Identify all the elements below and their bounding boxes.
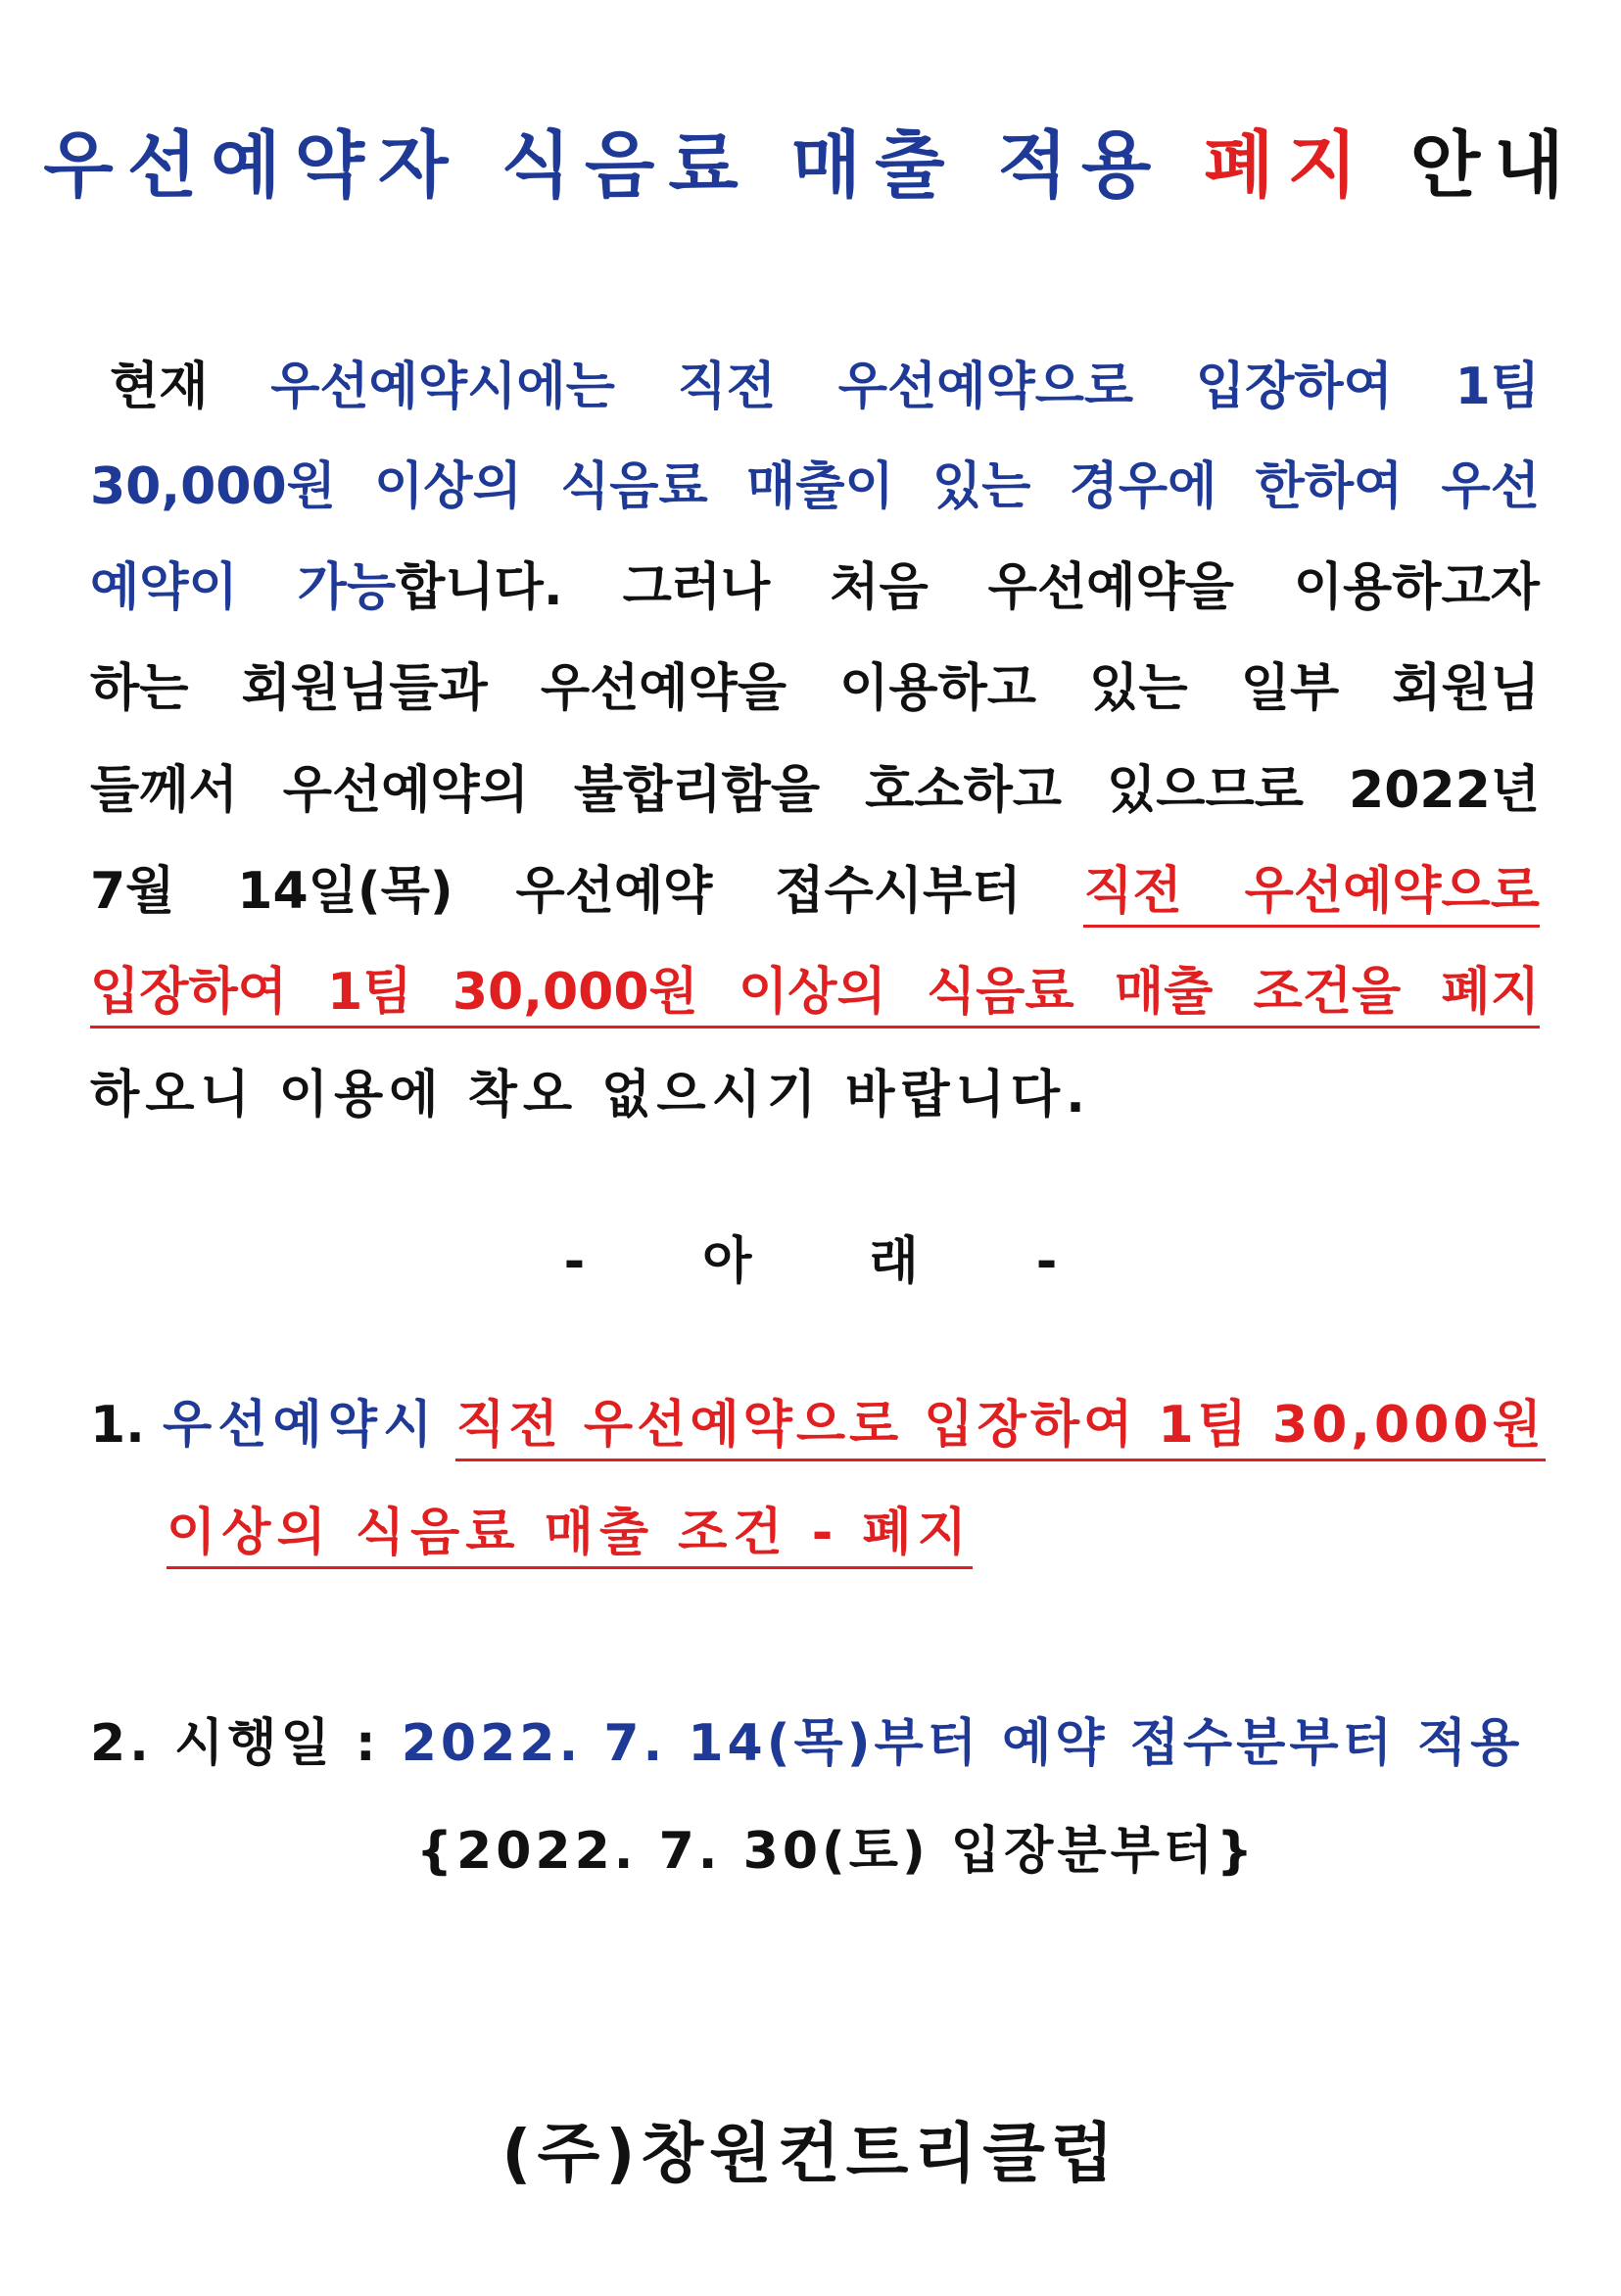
body-text: 7월 14일(목) 우선예약 접수시부터 xyxy=(90,862,1084,921)
body-line-8: 하오니 이용에 착오 없으시기 바랍니다. xyxy=(90,1066,1091,1124)
item-number: 1. xyxy=(90,1396,145,1455)
divider-dash-right: - xyxy=(1035,1232,1058,1291)
issuer-signature: (주)창원컨트리클럽 xyxy=(501,2116,1120,2191)
title-main: 우선예약자 식음료 매출 적용 xyxy=(43,123,1205,208)
title-emphasis: 폐지 xyxy=(1204,123,1372,208)
item-label: 우선예약시 xyxy=(163,1396,439,1455)
item-underlined-red: 이상의 식음료 매출 조건 - 폐지 xyxy=(167,1504,973,1569)
divider-char-b: 래 xyxy=(869,1232,919,1291)
notice-title xyxy=(0,108,1621,212)
body-text: 현재 xyxy=(110,358,271,416)
body-line-6 xyxy=(90,857,1540,926)
body-line-3 xyxy=(90,553,1540,622)
title-suffix: 안내 xyxy=(1371,123,1578,208)
item-label: 시행일 : xyxy=(174,1714,402,1773)
item-underlined-red: 직전 우선예약으로 입장하여 1팀 30,000원 xyxy=(455,1396,1546,1461)
body-line-2: 30,000원 이상의 식음료 매출이 있는 경우에 한하여 우선 xyxy=(90,457,1540,516)
divider-dash-left: - xyxy=(563,1232,586,1291)
body-line-7 xyxy=(90,958,1540,1027)
body-highlight: 직전 우선예약으로 입장하여 1팀 xyxy=(677,358,1540,416)
body-highlight: 우선예약시 xyxy=(270,358,517,416)
body-line-5: 들께서 우선예약의 불합리함을 호소하고 있으므로 2022년 xyxy=(90,761,1540,820)
item-value: 2022. 7. 14(목)부터 예약 접수분부터 적용 xyxy=(401,1714,1524,1773)
list-item-2 xyxy=(90,1709,1540,1778)
body-line-1 xyxy=(90,353,1540,421)
list-item-1-continued xyxy=(167,1499,973,1567)
item-number: 2. xyxy=(90,1714,153,1773)
body-text: 에는 xyxy=(516,358,678,416)
body-underlined-red: 직전 우선예약으로 xyxy=(1083,862,1540,928)
body-highlight: 예약이 가능 xyxy=(90,558,397,617)
body-underlined-red: 입장하여 1팀 30,000원 이상의 식음료 매출 조건을 폐지 xyxy=(90,963,1540,1028)
body-text: 합니다. 그러나 처음 우선예약을 이용하고자 xyxy=(396,558,1540,617)
section-divider xyxy=(0,1220,1621,1293)
list-item-1 xyxy=(90,1391,1546,1459)
list-item-2-continued: {2022. 7. 30(토) 입장분부터} xyxy=(416,1822,1258,1881)
divider-char-a: 아 xyxy=(702,1232,752,1291)
body-line-4: 하는 회원님들과 우선예약을 이용하고 있는 일부 회원님 xyxy=(90,659,1540,718)
